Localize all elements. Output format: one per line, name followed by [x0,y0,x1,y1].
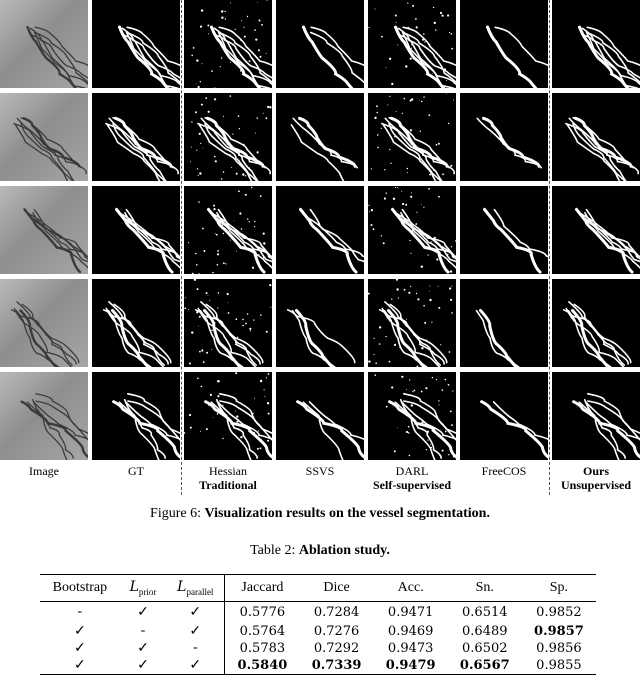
cell-sp: 0.9852 [536,604,582,620]
cell-sn: 0.6502 [462,640,508,656]
cell-sp: 0.9855 [522,657,596,675]
cell-parallel: - [166,640,225,657]
segmentation-cell-gt [92,372,180,460]
segmentation-cell-freecos [460,279,548,367]
figure-caption: Figure 6: Visualization results on the vessel segmentation. [150,506,490,521]
header-sn: Sn. [448,575,522,602]
segmentation-cell-ssvs [276,0,364,88]
group-divider [549,0,550,495]
cell-parallel: ✓ [166,602,225,623]
cell-dice: 0.7339 [300,657,374,675]
segmentation-cell-gt [92,0,180,88]
cell-parallel: ✓ [166,623,225,640]
header-parallel-loss: $L_{parallel}$ [166,575,225,602]
cell-bootstrap: ✓ [74,623,86,639]
segmentation-cell-ours [552,279,640,367]
cell-prior: - [140,623,146,638]
cell-sp: 0.9857 [534,623,584,639]
cell-sp: 0.9856 [536,640,582,656]
cell-sn: 0.6514 [462,604,508,620]
cell-bootstrap: ✓ [74,640,86,656]
group-label-self-supervised: Self-supervised [373,478,451,492]
header-acc: Acc. [374,575,448,602]
group-divider [181,0,182,495]
segmentation-cell-hessian [184,279,272,367]
header-prior-loss: $L_{prior}$ [120,575,167,602]
cell-jaccard: 0.5783 [239,640,286,656]
segmentation-cell-gt [92,279,180,367]
segmentation-cell-freecos [460,0,548,88]
segmentation-cell-ours [552,0,640,88]
segmentation-cell-ssvs [276,186,364,274]
table-row [40,602,596,623]
ablation-table [40,574,596,675]
cell-parallel: ✓ [166,657,225,675]
col-label-ours: Ours Unsupervised [552,464,640,492]
header-dice: Dice [300,575,374,602]
cell-acc: 0.9469 [387,623,434,639]
cell-acc: 0.9473 [387,640,434,656]
segmentation-cell-image [0,186,88,274]
header-sp: Sp. [522,575,596,602]
cell-acc: 0.9471 [387,604,434,620]
col-label-hessian: Hessian Traditional [184,464,272,492]
group-label-unsupervised: Unsupervised [560,478,631,492]
cell-dice: 0.7292 [313,640,360,656]
segmentation-cell-hessian [184,93,272,181]
segmentation-cell-gt [92,186,180,274]
table-row [40,657,596,675]
segmentation-cell-darl [368,186,456,274]
segmentation-cell-darl [368,372,456,460]
cell-jaccard: 0.5840 [225,657,300,675]
segmentation-cell-hessian [184,186,272,274]
cell-sn: 0.6567 [448,657,522,675]
segmentation-cell-ours [552,372,640,460]
segmentation-cell-gt [92,93,180,181]
cell-dice: 0.7284 [313,604,360,620]
col-label-image: Image [29,464,59,478]
segmentation-cell-image [0,279,88,367]
cell-bootstrap: - [77,604,83,620]
segmentation-cell-darl [368,0,456,88]
segmentation-cell-ssvs [276,93,364,181]
cell-acc: 0.9479 [374,657,448,675]
segmentation-cell-ssvs [276,279,364,367]
group-label-traditional: Traditional [199,478,257,492]
cell-sn: 0.6489 [462,623,508,639]
segmentation-cell-image [0,0,88,88]
cell-jaccard: 0.5764 [239,623,286,639]
cell-bootstrap: ✓ [40,657,120,675]
cell-dice: 0.7276 [313,623,360,639]
col-label-freecos: FreeCOS [481,464,527,478]
table-row [40,623,596,640]
segmentation-cell-hessian [184,372,272,460]
segmentation-cell-hessian [184,0,272,88]
segmentation-cell-image [0,93,88,181]
segmentation-cell-ssvs [276,372,364,460]
col-label-darl: DARL Self-supervised [368,464,456,492]
segmentation-cell-ours [552,93,640,181]
header-jaccard: Jaccard [225,575,300,602]
cell-prior: ✓ [120,657,167,675]
segmentation-cell-darl [368,279,456,367]
segmentation-cell-freecos [460,372,548,460]
segmentation-cell-freecos [460,93,548,181]
table-row [40,640,596,657]
cell-prior: ✓ [137,640,149,656]
segmentation-cell-ours [552,186,640,274]
col-label-gt: GT [128,464,144,478]
table-header-row [40,575,596,602]
segmentation-cell-freecos [460,186,548,274]
header-bootstrap: Bootstrap [40,575,120,602]
col-label-ssvs: SSVS [305,464,335,478]
cell-jaccard: 0.5776 [239,604,286,620]
segmentation-cell-image [0,372,88,460]
table-caption: Table 2: Ablation study. [250,543,390,558]
segmentation-cell-darl [368,93,456,181]
cell-prior: ✓ [137,604,149,620]
